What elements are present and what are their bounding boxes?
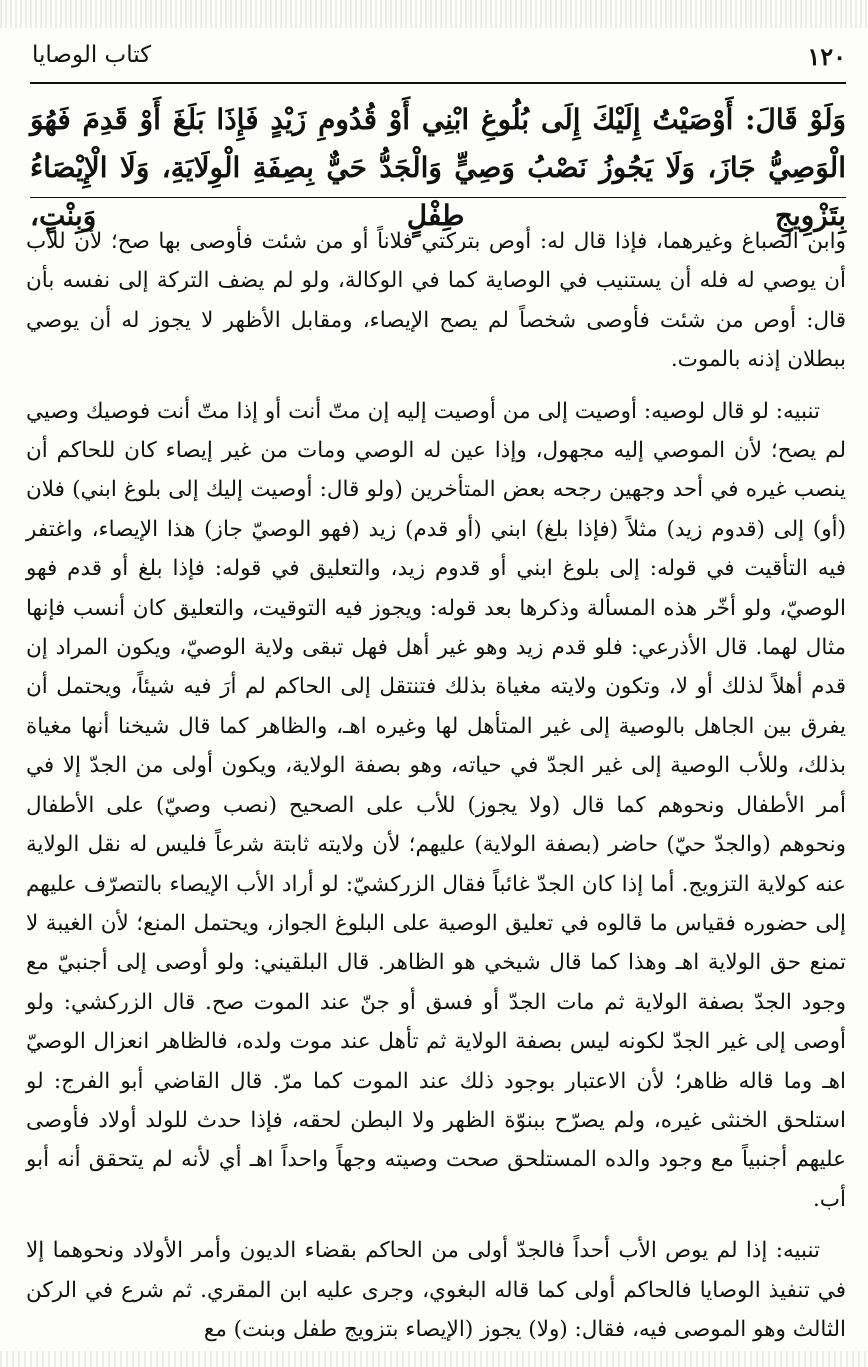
scan-noise-bottom <box>0 1351 868 1367</box>
scan-noise-top <box>0 0 868 28</box>
commentary-body <box>26 222 846 1349</box>
commentary-paragraph: وابن الصباغ وغيرهما، فإذا قال له: أوص بتركتي فلاناً أو من شئت فأوصى بها صح؛ لأن للأب أن يوصي له فله أن يستنيب في الوصاية كما في الوكالة، ولو لم يضف التركة إلى نفسه بأن قال: أوص من شئت فأوصى شخصاً لم يصح الإيصاء، ومقابل الأظهر لا يجوز له أن يوصي ببطلان إذنه بالموت. <box>26 229 846 373</box>
page-header <box>30 40 846 84</box>
matn-text: وَلَوْ قَالَ: أَوْصَيْتُ إِلَيْكَ إِلَى بُلُوغِ ابْنِي أَوْ قُدُومِ زَيْدٍ فَإِذَا بَلَغَ أَوْ قَدِمَ فَهُوَ الْوَصِيُّ جَازَ، وَلَا يَجُوزُ نَصْبُ وَصِيٍّ وَالْجَدُّ حَيٌّ بِصِفَةِ الْوِلَايَةِ، وَلَا الْإِيْصَاءُ بِتَزْوِيجِ طِفْلٍ وَبِنْتٍ، <box>30 103 846 232</box>
commentary-paragraph: تنبيه: إذا لم يوص الأب أحداً فالجدّ أولى من الحاكم بقضاء الديون وأمر الأولاد ونحوهما إلا في تنفيذ الوصايا فالحاكم أولى كما قاله البغوي، وجرى عليه ابن المقري. ثم شرع في الركن الثالث وهو الموصى فيه، فقال: (ولا) يجوز (الإيصاء بتزويج طفل وبنت) مع <box>26 1238 846 1342</box>
page-number: ١٢٠ <box>807 42 846 71</box>
commentary-paragraph: تنبيه: لو قال لوصيه: أوصيت إلى من أوصيت إليه إن متّ أنت أو إذا متّ أنت فوصيك وصيي لم يصح؛ لأن الموصي إليه مجهول، وإذا عين له الوصي ومات من غير إيصاء كان للحاكم أن ينصب غيره في أحد وجهين رجحه بعض المتأخرين (ولو قال: أوصيت إليك إلى بلوغ ابني) فلان (أو) إلى (قدوم زيد) مثلاً (فإذا بلغ) ابني (أو قدم) زيد (فهو الوصيّ جاز) هذا الإيصاء، واغتفر فيه التأقيت في قوله: إلى بلوغ ابني أو قدوم زيد، والتعليق في قوله: فإذا بلغ أو قدم فهو الوصيّ، ولو أخّر هذه المسألة وذكرها بعد قوله: ويجوز فيه التوقيت، والتعليق كان أنسب فإنها مثال لهما. قال الأذرعي: فلو قدم زيد وهو غير أهل فهل تبقى ولاية الوصيّ، ويكون المراد إن قدم أهلاً لذلك أو لا، وتكون ولايته مغياة بذلك فتنتقل إلى الحاكم لم أرَ فيه شيئاً، ويحتمل أن يفرق بين الجاهل بالوصية إلى غير المتأهل لها وغيره اهـ، والظاهر كما قال شيخنا أنها مغياة بذلك، وللأب الوصية إلى غير الجدّ في حياته، وهو بصفة الولاية، ويكون أولى من الجدّ إلا في أمر الأطفال ونحوهم كما قال (ولا يجوز) للأب على الصحيح (نصب وصيّ) على الأطفال ونحوهم (والجدّ حيّ) حاضر (بصفة الولاية) عليهم؛ لأن ولايته ثابتة شرعاً فليس له نقل الولاية عنه كولاية التزويج. أما إذا كان الجدّ غائباً فقال الزركشيّ: لو أراد الأب الإيصاء بالتصرّف عليهم إلى حضوره فقياس ما قالوه في تعليق الوصية على البلوغ الجواز، ويحتمل المنع؛ لأن الغيبة لا تمنع حق الولاية اهـ وهذا كما قال شيخي هو الظاهر. قال البلقيني: ولو أوصى إلى أجنبيّ مع وجود الجدّ بصفة الولاية ثم مات الجدّ أو فسق أو جنّ عند الموت صح. قال الزركشي: ولو أوصى إلى غير الجدّ لكونه ليس بصفة الولاية ثم تأهل عند موت ولده، فالظاهر انعزال الوصيّ اهـ وما قاله ظاهر؛ لأن الاعتبار بوجود ذلك عند الموت كما مرّ. قال القاضي أبو الفرج: لو استلحق الخنثى غيره، ولم يصرّح ببنوّة الظهر ولا البطن لحقه، فإذا حدث للولد أولاد فأوصى عليهم أجنبياً مع وجود والده المستلحق صحت وصيته وجهاً واحداً اهـ أي لأنه لم يتحقق أنه أبو أب. <box>26 398 846 1212</box>
matn-text-block <box>30 90 846 232</box>
running-head: كتاب الوصايا <box>32 42 152 68</box>
